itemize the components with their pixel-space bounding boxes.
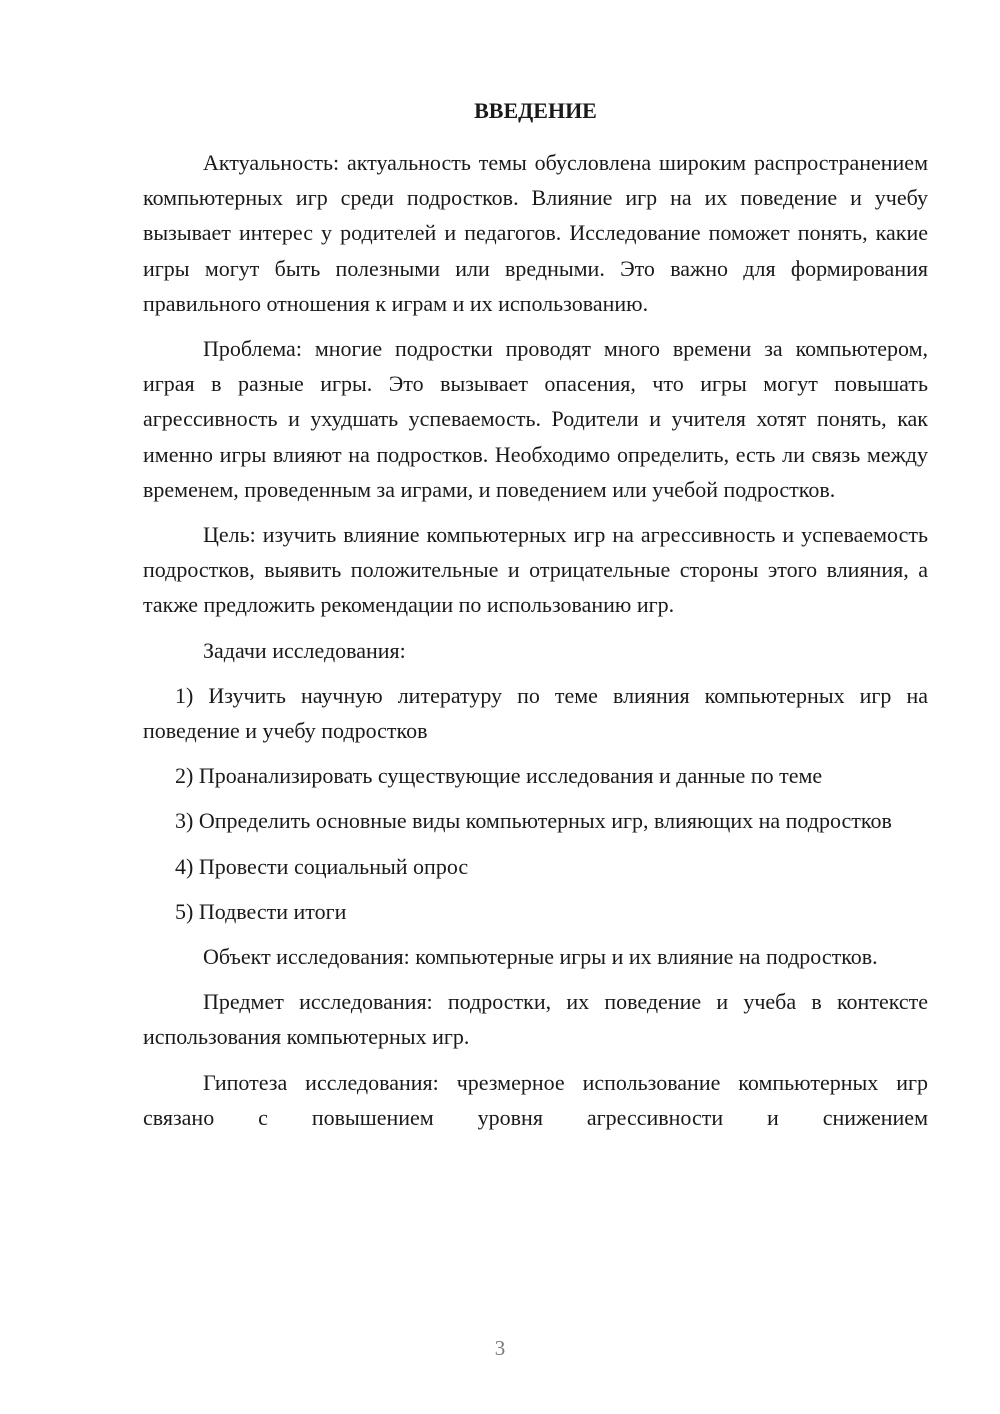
paragraph-problem: Проблема: многие подростки проводят много времени за компьютером, играя в разные игры. Это вызывает опасения, что игры могут повышать агрессивность и ухудшать успеваемость. Родители и учителя хотят понять, как именно игры влияют на подростков. Необходимо определить, есть ли связь между временем, проведенным за играми, и поведением или учебой подростков.	[143, 336, 928, 502]
paragraph-goal: Цель: изучить влияние компьютерных игр на агрессивность и успеваемость подростков, выявить положительные и отрицательные стороны этого влияния, а также предложить рекомендации по использованию игр.	[143, 522, 928, 618]
task-item-3: 3) Определить основные виды компьютерных игр, влияющих на подростков	[175, 808, 892, 834]
page-content	[143, 96, 928, 1145]
paragraph-subject: Предмет исследования: подростки, их поведение и учеба в контексте использования компьютерных игр.	[143, 989, 928, 1050]
task-item-1: 1) Изучить научную литературу по теме влияния компьютерных игр на поведение и учебу подростков	[143, 682, 928, 744]
task-item-5: 5) Подвести итоги	[175, 898, 347, 924]
page-number: 3	[494, 1336, 506, 1360]
page-title: ВВЕДЕНИЕ	[474, 98, 597, 123]
paragraph-hypothesis: Гипотеза исследования: чрезмерное использование компьютерных игр связано с повышением уровня агрессивности и снижением	[143, 1069, 928, 1130]
paragraph-object: Объект исследования: компьютерные игры и их влияние на подростков.	[203, 944, 878, 970]
paragraph-actuality: Актуальность: актуальность темы обусловлена широким распространением компьютерных игр среди подростков. Влияние игр на их поведение и учебу вызывает интерес у родителей и педагогов. Исследование поможет понять, какие игры могут быть полезными или вредными. Это важно для формирования правильного отношения к играм и их использованию.	[143, 150, 928, 316]
task-item-4: 4) Провести социальный опрос	[175, 853, 469, 879]
tasks-title: Задачи исследования:	[203, 637, 406, 663]
task-item-2: 2) Проанализировать существующие исследования и данные по теме	[175, 763, 823, 789]
